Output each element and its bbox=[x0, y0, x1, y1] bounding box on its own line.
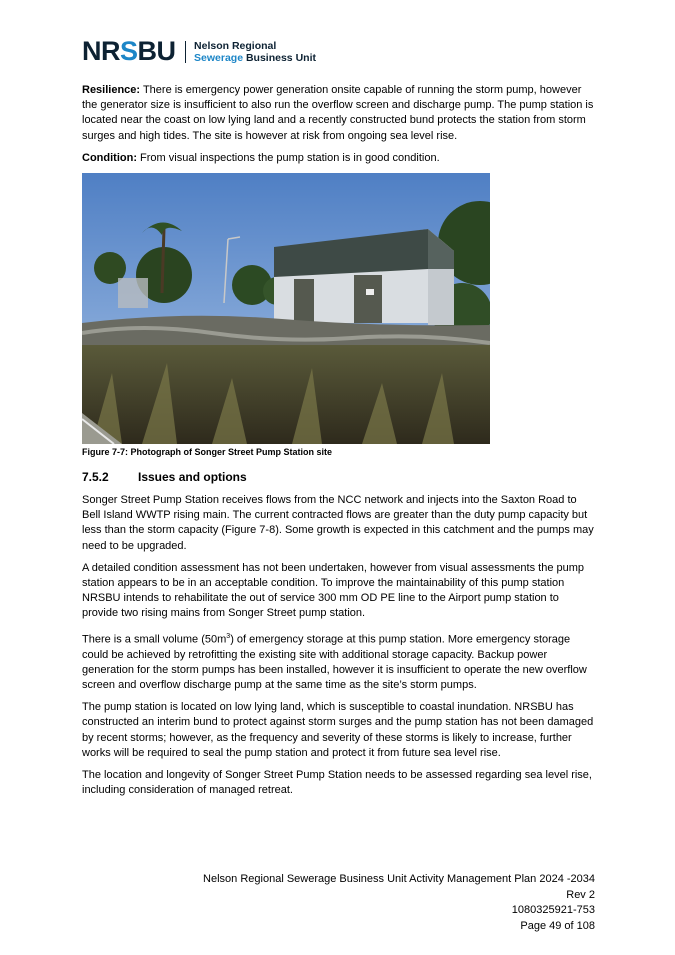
footer-page-number: Page 49 of 108 bbox=[520, 919, 595, 932]
figure-caption: Figure 7-7: Photograph of Songer Street Pump Station site bbox=[82, 447, 333, 458]
paragraph-5: The location and longevity of Songer Street Pump Station needs to be assessed regarding sea level rise, including consideration of managed retreat. bbox=[82, 768, 592, 797]
section-heading: 7.5.2 Issues and options bbox=[82, 470, 247, 485]
page-content bbox=[82, 83, 597, 805]
footer-doc-number: 1080325921-753 bbox=[511, 904, 595, 916]
logo-subtitle: Nelson Regional Sewerage Business Unit bbox=[194, 39, 316, 64]
footer-title: Nelson Regional Sewerage Business Unit Activity Management Plan 2024 -2034 bbox=[203, 873, 595, 885]
logo-wordmark: NRSBU bbox=[82, 36, 176, 66]
nrsbu-logo bbox=[82, 38, 316, 65]
logo-divider bbox=[185, 41, 187, 63]
paragraph-2: A detailed condition assessment has not been undertaken, however from visual assessments the pump station appears to be in an acceptable condition. To improve the maintainability of this pump station NRSBU intends to rehabilitate the out of service 300 mm OD PE line to the Airport pump station to provide two rising mains from Songer Street pump station. bbox=[82, 561, 585, 620]
paragraph-3: There is a small volume $(50m^3)$ of emergency storage at this pump station. More emergency storage could be achieved by retrofitting the existing site with additional storage capacity. Backup power generation for the storm pumps has been installed, however it is insufficient to operate the new overflow screen and overflow discharge pump at the same time as the site’s storm pumps. bbox=[82, 632, 587, 691]
page-footer bbox=[203, 872, 595, 934]
paragraph-1: Songer Street Pump Station receives flows from the NCC network and injects into the Saxton Road to Bell Island WWTP rising main. The current contracted flows are greater than the duty pump capacity but less than the storm capacity (Figure 7-8). Some growth is expected in this catchment and the pumps may need to be upgraded. bbox=[82, 494, 594, 552]
paragraph-4: The pump station is located on low lying land, which is susceptible to coastal inundation. NRSBU has constructed an interim bund to protect against storm surges and the pump station has not been damaged by recent storms; however, as the frequency and severity of these storms is likely to increase, further works will be required to seal the pump station and protect it from future sea level rise. bbox=[82, 701, 594, 759]
condition-paragraph: Condition: From visual inspections the pump station is in good condition. bbox=[82, 151, 440, 164]
resilience-paragraph: Resilience: There is emergency power generation onsite capable of running the storm pump, however the generator size is insufficient to also run the overflow screen and discharge pump. The pump station is located near the coast on low lying land and a recently constructed bund protects the station from storm surges and high tides. The site is however at risk from ongoing sea level rise. bbox=[82, 84, 594, 142]
footer-revision: Rev 2 bbox=[566, 888, 595, 901]
pump-station-photo bbox=[82, 173, 490, 444]
